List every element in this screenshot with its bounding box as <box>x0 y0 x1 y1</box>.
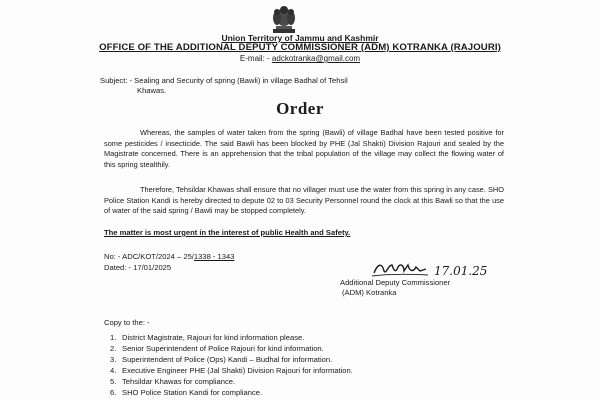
list-item-text: SHO Police Station Kandi for compliance. <box>122 388 263 397</box>
list-item-number: 3. <box>110 355 117 364</box>
list-item <box>110 354 353 365</box>
reference-range: 1338 - 1343 <box>193 252 235 261</box>
urgent-note: The matter is most urgent in the interest of public Health and Safety. <box>104 228 351 237</box>
list-item-text: Executive Engineer PHE (Jal Shakti) Division Rajouri for information. <box>122 366 353 375</box>
list-item-number: 6. <box>110 388 117 397</box>
list-item-text: District Magistrate, Rajouri for kind information please. <box>122 333 305 342</box>
list-item-number: 5. <box>110 377 117 386</box>
list-item <box>110 365 353 376</box>
list-item <box>110 332 353 343</box>
handwritten-signature <box>368 259 508 279</box>
national-emblem-icon <box>268 4 300 34</box>
letterhead-ut: Union Territory of Jammu and Kashmir <box>221 33 379 43</box>
signatory-line-1: Additional Deputy Commissioner <box>340 278 451 287</box>
order-title: Order <box>276 99 324 118</box>
list-item-text: Tehsildar Khawas for compliance. <box>122 377 236 386</box>
subject-line-2: Khawas. <box>137 86 167 95</box>
email-label: E-mail: - <box>239 54 270 63</box>
signature-date: 17.01.25 <box>434 264 488 278</box>
reference-number <box>104 252 234 261</box>
list-item <box>110 387 353 398</box>
email-address: adckotranka@gmail.com <box>271 54 361 63</box>
list-item-number: 2. <box>110 344 117 353</box>
letterhead-email-line <box>0 54 600 63</box>
body-paragraph-2: Therefore, Tehsildar Khawas shall ensure that no villager must use the water from this spring in any case. SHO Police Station Kandi is hereby directed to depute 02 to 03 Security Personnel round the clock at this Bawli so that the use of water of the said spring / Bawli may be stopped completely. <box>104 185 504 216</box>
list-item <box>110 376 353 387</box>
subject-line-1: Subject: - Sealing and Security of spring (Bawli) in village Badhal of Tehsil <box>100 76 348 85</box>
body-paragraph-1: Whereas, the samples of water taken from the spring (Bawli) of village Badhal have been tested positive for some pesticides / insecticide. The said Bawli has been blocked by PHE (Jal Shakti) Division Rajouri and sealed by the Magistrate concerned. There is an apprehension that the tribal population of the village may collect the flowing water of this spring stealthily. <box>104 128 504 169</box>
list-item-text: Senior Superintendent of Police Rajouri for kind information. <box>122 344 324 353</box>
list-item-number: 4. <box>110 366 117 375</box>
list-item <box>110 343 353 354</box>
signatory-line-2: (ADM) Kotranka <box>342 287 397 297</box>
copy-to-label: Copy to the: - <box>104 318 150 327</box>
subject-block <box>100 76 520 96</box>
reference-prefix: No: - ADC/KOT/2024 – 25/ <box>104 252 194 261</box>
reference-date: Dated: - 17/01/2025 <box>104 263 172 272</box>
letterhead-office: OFFICE OF THE ADDITIONAL DEPUTY COMMISSIONER (ADM) KOTRANKA (RAJOURI) <box>99 42 501 53</box>
copy-to-list <box>110 332 353 398</box>
list-item-number: 1. <box>110 333 117 342</box>
signatory-designation <box>340 278 450 297</box>
list-item-text: Superintendent of Police (Ops) Kandi – Budhal for information. <box>122 355 333 364</box>
